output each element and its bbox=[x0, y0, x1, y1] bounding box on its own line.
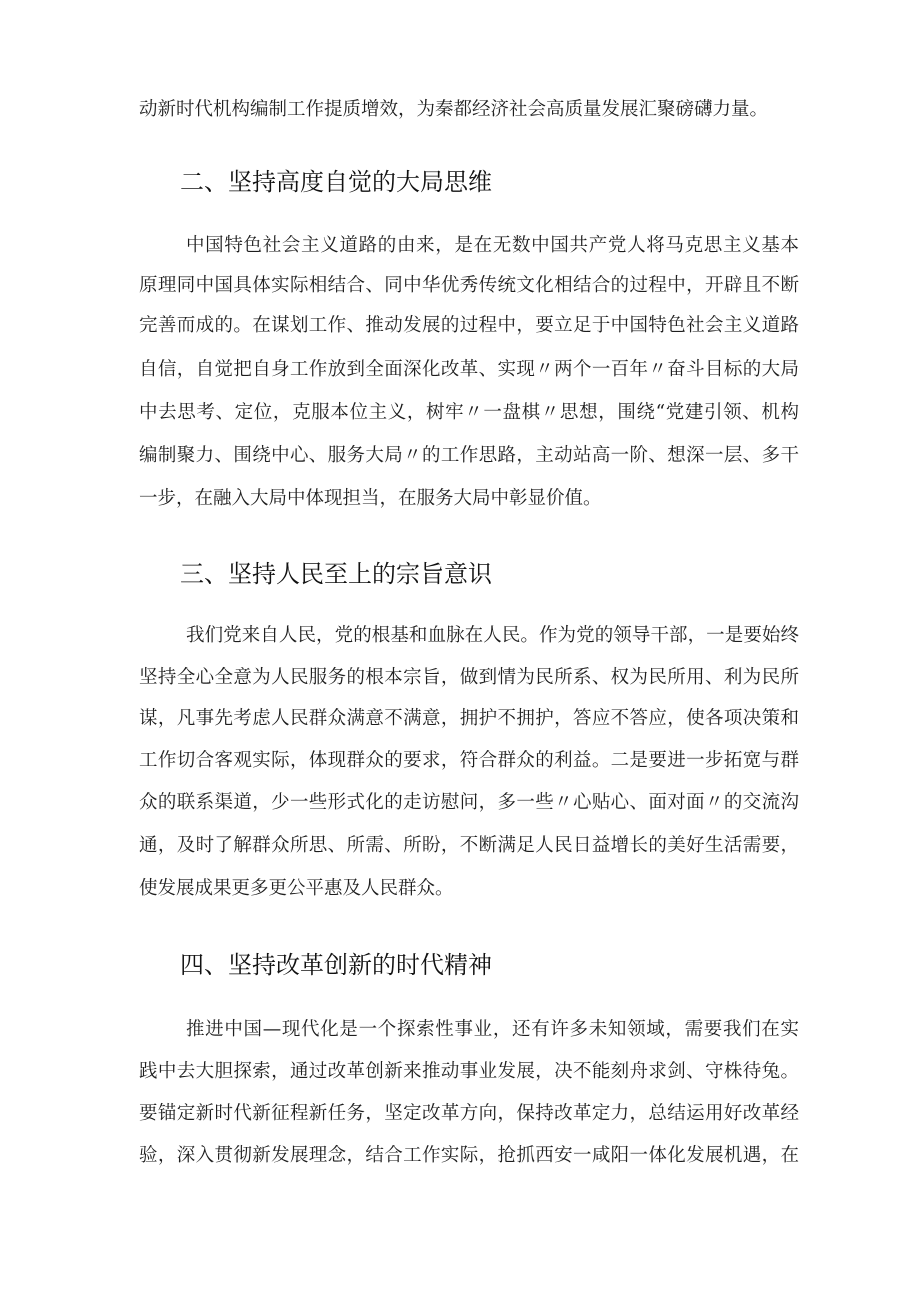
paragraph-line: 动新时代机构编制工作提质增效，为秦都经济社会高质量发展汇聚磅礴力量。 bbox=[139, 99, 769, 120]
paragraph-line: 编制聚力、围绕中心、服务大局〃的工作思路，主动站高一阶、想深一层、多干 bbox=[139, 445, 799, 466]
paragraph-line: 要锚定新时代新征程新任务，坚定改革方向，保持改革定力，总结运用好改革经 bbox=[139, 1103, 799, 1124]
paragraph-line: 验，深入贯彻新发展理念，结合工作实际，抢抓西安一咸阳一体化发展机遇，在 bbox=[139, 1145, 799, 1166]
section-heading-2: 二、坚持高度自觉的大局思维 bbox=[180, 168, 492, 196]
paragraph-line: 工作切合客观实际，体现群众的要求，符合群众的利益。二是要进一步拓宽与群 bbox=[139, 750, 799, 771]
section-heading-3: 三、坚持人民至上的宗旨意识 bbox=[180, 560, 492, 588]
paragraph-line: 谋，凡事先考虑人民群众满意不满意，拥护不拥护，答应不答应，使各项决策和 bbox=[139, 708, 799, 729]
paragraph-line: 中国特色社会主义道路的由来，是在无数中国共产党人将马克思主义基本 bbox=[186, 235, 799, 256]
paragraph-line: 推进中国—现代化是一个探索性事业，还有许多未知领域，需要我们在实 bbox=[186, 1019, 799, 1040]
paragraph-line: 自信，自觉把自身工作放到全面深化改革、实现〃两个一百年〃奋斗目标的大局 bbox=[139, 359, 799, 380]
paragraph-line: 众的联系渠道，少一些形式化的走访慰问，多一些〃心贴心、面对面〃的交流沟 bbox=[139, 792, 799, 813]
paragraph-line: 坚持全心全意为人民服务的根本宗旨，做到情为民所系、权为民所用、利为民所 bbox=[139, 667, 799, 688]
paragraph-line: 践中去大胆探索，通过改革创新来推动事业发展，决不能刻舟求剑、守株待兔。 bbox=[139, 1061, 799, 1082]
paragraph-line: 通，及时了解群众所思、所需、所盼，不断满足人民日益增长的美好生活需要， bbox=[139, 835, 799, 856]
paragraph-line: 中去思考、定位，克服本位主义，树牢〃一盘棋〃思想，围绕“党建引领、机构 bbox=[139, 402, 799, 423]
paragraph-line: 一步，在融入大局中体现担当，在服务大局中彰显价值。 bbox=[139, 488, 602, 509]
paragraph-line: 原理同中国具体实际相结合、同中华优秀传统文化相结合的过程中，开辟且不断 bbox=[139, 275, 799, 296]
paragraph-line: 使发展成果更多更公平惠及人民群众。 bbox=[139, 878, 454, 899]
paragraph-line: 我们党来自人民，党的根基和血脉在人民。作为党的领导干部，一是要始终 bbox=[186, 625, 799, 646]
section-heading-4: 四、坚持改革创新的时代精神 bbox=[180, 951, 492, 979]
paragraph-line: 完善而成的。在谋划工作、推动发展的过程中，要立足于中国特色社会主义道路 bbox=[139, 315, 799, 336]
